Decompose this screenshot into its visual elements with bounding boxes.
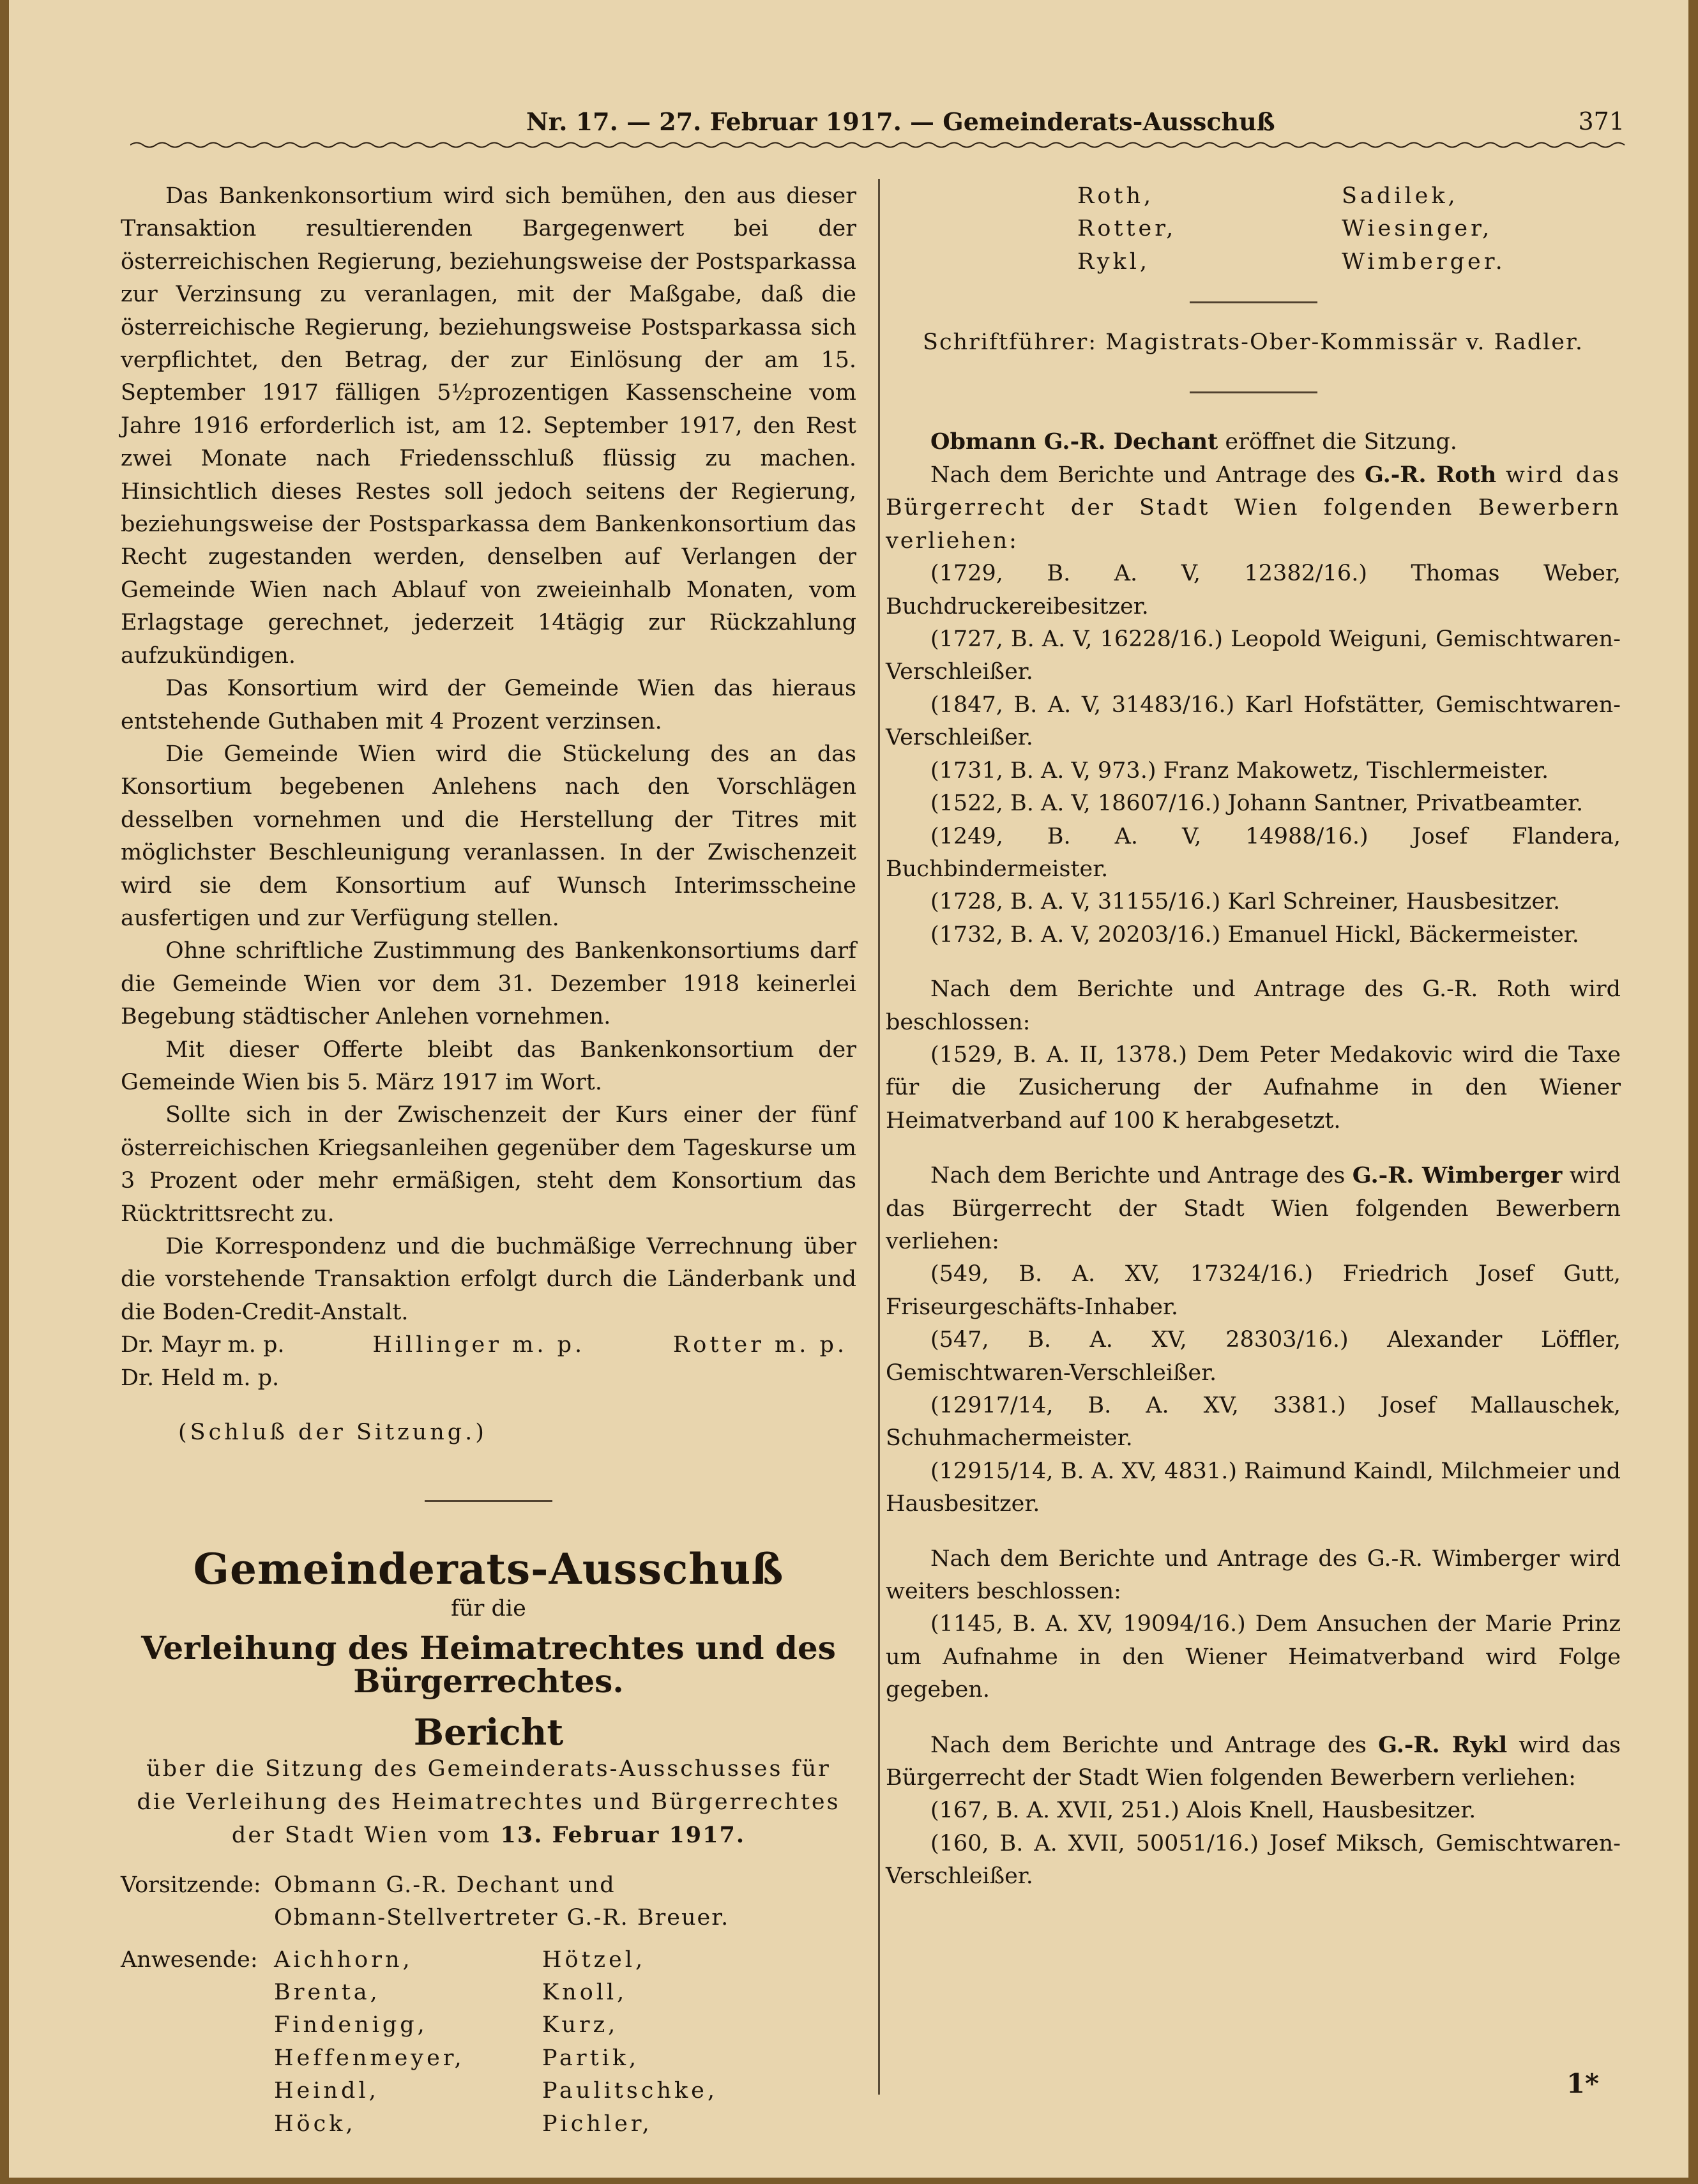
motion-intro xyxy=(886,1159,1621,1258)
section-divider xyxy=(1190,391,1317,393)
councillor-name: G.-R. Rykl xyxy=(1378,1731,1508,1758)
newspaper-page xyxy=(9,0,1688,2178)
opening-text: eröffnet die Sitzung. xyxy=(1225,428,1457,455)
member-name: Paulitschke, xyxy=(542,2078,718,2104)
present-names xyxy=(274,1944,856,2141)
motion-intro: Nach dem Berichte und Antrage des G.-R. Roth wird beschlossen: xyxy=(886,976,1621,1035)
grant-item: (12917/14, B. A. XV, 3381.) Josef Mallauschek, Schuhmachermeister. xyxy=(886,1393,1621,1452)
signature-mark: 1* xyxy=(1566,2068,1599,2099)
motion-intro: Nach dem Berichte und Antrage des G.-R. Wimberger wird weiters beschlossen: xyxy=(886,1545,1621,1605)
member-name: Knoll, xyxy=(542,1979,628,2005)
grant-item: (1731, B. A. V, 973.) Franz Makowetz, Tischlermeister. xyxy=(930,757,1549,784)
motion-intro xyxy=(886,1729,1621,1795)
grant-item: (1522, B. A. V, 18607/16.) Johann Santner, Privatbeamter. xyxy=(930,791,1584,817)
signature: Rotter m. p. xyxy=(672,1332,847,1358)
paragraph: Mit dieser Offerte bleibt das Bankenkonsortium der Gemeinde Wien bis 5. März 1917 im Wort. xyxy=(121,1036,856,1095)
motion-text: wird das Bürgerrecht der Stadt Wien folgenden Bewerbern verliehen: xyxy=(886,462,1621,554)
resolution-item: (1145, B. A. XV, 19094/16.) Dem Ansuchen der Marie Prinz um Aufnahme in den Wiener Heimatverband wird Folge gegeben. xyxy=(886,1611,1621,1703)
grant-item: (1728, B. A. V, 31155/16.) Karl Schreiner, Hausbesitzer. xyxy=(930,889,1561,915)
member-name: Roth, xyxy=(1077,183,1155,209)
section-subject: Verleihung des Heimatrechtes und des Bürgerrechtes. xyxy=(141,1629,836,1700)
chair-label: Vorsitzende: xyxy=(121,1872,261,1898)
resolution-item: (1529, B. A. II, 1378.) Dem Peter Medakovic wird die Taxe für die Zusicherung der Aufnahme in den Wiener Heimatverband auf 100 K herabgesetzt. xyxy=(886,1042,1621,1134)
member-name: Heffenmeyer, xyxy=(274,2045,465,2071)
report-line: die Verleihung des Heimatrechtes und Bürgerrechtes xyxy=(137,1789,840,1815)
header-wavy-rule xyxy=(130,140,1631,149)
motion-text: Nach dem Berichte und Antrage des xyxy=(930,1163,1346,1189)
secretary-line: Schriftführer: Magistrats-Ober-Kommissär v. Radler. xyxy=(922,330,1584,356)
report-title: Bericht xyxy=(413,1711,564,1754)
left-column xyxy=(121,180,856,2141)
paragraph: Sollte sich in der Zwischenzeit der Kurs einer der fünf österreichischen Kriegsanleihen gegenüber dem Tageskurse um 3 Prozent oder mehr ermäßigen, steht dem Konsortium das Rücktrittsrecht zu. xyxy=(121,1102,856,1227)
chair-line: Obmann-Stellvertreter G.-R. Breuer. xyxy=(274,1905,730,1931)
report-date: 13. Februar 1917. xyxy=(500,1822,746,1849)
chair-line: Obmann G.-R. Dechant und xyxy=(274,1872,616,1898)
member-name: Sadilek, xyxy=(1342,183,1459,209)
paragraph: Die Gemeinde Wien wird die Stückelung des an das Konsortium begebenen Anlehens nach den Vorschlägen desselben vornehmen und die Herstellung der Titres mit möglichster Beschleunigung veranlassen. In der Zwischenzeit wird sie dem Konsortium auf Wunsch Interimsscheine ausfertigen und zur Verfügung stellen. xyxy=(121,741,856,931)
member-name: Findenigg, xyxy=(274,2012,428,2038)
section-divider xyxy=(425,1500,552,1502)
present-names-continued xyxy=(886,180,1621,278)
paragraph: Das Konsortium wird der Gemeinde Wien das hieraus entstehende Guthaben mit 4 Prozent verzinsen. xyxy=(121,676,856,734)
present-table xyxy=(121,1944,856,2141)
member-name: Kurz, xyxy=(542,2012,619,2038)
present-label: Anwesende: xyxy=(121,1946,258,1973)
member-name: Pichler, xyxy=(542,2111,653,2137)
right-column xyxy=(886,180,1621,1893)
member-name: Wiesinger, xyxy=(1342,216,1493,242)
councillor-name: G.-R. Wimberger xyxy=(1352,1162,1563,1189)
member-name: Heindl, xyxy=(274,2078,379,2104)
paragraph: Das Bankenkonsortium wird sich bemühen, den aus dieser Transaktion resultierenden Bargegenwert bei der österreichischen Regierung, beziehungsweise der Postsparkassa zur Verzinsung zu veranlagen, mit der Maßgabe, daß die österreichische Regierung, beziehungsweise Postsparkassa sich verpflichtet, den Betrag, der zur Einlösung der am 15. September 1917 fälligen 5½prozentigen Kassenscheine vom Jahre 1916 erforderlich ist, am 12. September 1917, den Rest zwei Monate nach Friedensschluß flüssig zu machen. Hinsichtlich dieses Restes soll jedoch seitens der Regierung, beziehungsweise der Postsparkassa dem Bankenkonsortium das Recht zugestanden werden, denselben auf Verlangen der Gemeinde Wien nach Ablauf von zweieinhalb Monaten, vom Erlagstage gerechnet, jederzeit 14tägig zur Rückzahlung aufzukündigen. xyxy=(121,183,856,669)
grant-item: (1847, B. A. V, 31483/16.) Karl Hofstätter, Gemischtwaren-Verschleißer. xyxy=(886,692,1621,751)
paragraph: Die Korrespondenz und die buchmäßige Verrechnung über die vorstehende Transaktion erfolgt durch die Länderbank und die Boden-Credit-Anstalt. xyxy=(121,1234,856,1325)
member-name: Hötzel, xyxy=(542,1946,646,1973)
column-divider xyxy=(878,179,880,2095)
report-line: über die Sitzung des Gemeinderats-Ausschusses für xyxy=(146,1756,831,1782)
signature: Dr. Held m. p. xyxy=(121,1365,280,1391)
grant-item: (547, B. A. XV, 28303/16.) Alexander Löffler, Gemischtwaren-Verschleißer. xyxy=(886,1327,1621,1386)
grant-item: (1729, B. A. V, 12382/16.) Thomas Weber, Buchdruckereibesitzer. xyxy=(886,561,1621,619)
member-name: Aichhorn, xyxy=(274,1946,413,1973)
member-name: Rotter, xyxy=(1077,216,1177,242)
grant-item: (1727, B. A. V, 16228/16.) Leopold Weiguni, Gemischtwaren-Verschleißer. xyxy=(886,626,1621,685)
councillor-name: G.-R. Roth xyxy=(1364,462,1497,489)
grant-item: (1732, B. A. V, 20203/16.) Emanuel Hickl, Bäckermeister. xyxy=(930,921,1579,948)
member-name: Rykl, xyxy=(1077,248,1151,275)
signature: Hillinger m. p. xyxy=(372,1332,586,1358)
section-for: für die xyxy=(451,1595,526,1621)
motion-intro xyxy=(886,459,1621,557)
report-line xyxy=(121,1819,856,1852)
header-title: Nr. 17. — 27. Februar 1917. — Gemeinderats-Ausschuß xyxy=(526,107,1275,136)
grant-item: (12915/14, B. A. XV, 4831.) Raimund Kaindl, Milchmeier und Hausbesitzer. xyxy=(886,1458,1621,1517)
motion-text: Nach dem Berichte und Antrage des xyxy=(930,462,1356,489)
section-title: Gemeinderats-Ausschuß xyxy=(193,1544,784,1595)
motion-text: wird das Bürgerrecht der Stadt Wien folgenden Bewerbern verliehen: xyxy=(886,1732,1621,1791)
report-line-prefix: der Stadt Wien vom xyxy=(231,1823,492,1849)
opening-line xyxy=(886,425,1621,459)
motion-text: Nach dem Berichte und Antrage des xyxy=(930,1732,1367,1758)
grant-item: (167, B. A. XVII, 251.) Alois Knell, Hausbesitzer. xyxy=(930,1798,1476,1824)
grant-item: (549, B. A. XV, 17324/16.) Friedrich Josef Gutt, Friseurgeschäfts-Inhaber. xyxy=(886,1261,1621,1320)
signature: Dr. Mayr m. p. xyxy=(121,1332,285,1358)
closing-note: (Schluß der Sitzung.) xyxy=(178,1420,487,1446)
grant-item: (160, B. A. XVII, 50051/16.) Josef Miksch, Gemischtwaren-Verschleißer. xyxy=(886,1830,1621,1890)
member-name: Höck, xyxy=(274,2111,356,2137)
member-name: Brenta, xyxy=(274,1979,381,2005)
member-name: Partik, xyxy=(542,2045,640,2071)
motion-text: wird das Bürgerrecht der Stadt Wien folgenden Bewerbern verliehen: xyxy=(886,1163,1621,1254)
page-number: 371 xyxy=(1578,107,1625,135)
signature-row xyxy=(121,1329,856,1361)
grant-item: (1249, B. A. V, 14988/16.) Josef Flandera, Buchbindermeister. xyxy=(886,823,1621,882)
paragraph: Ohne schriftliche Zustimmung des Bankenkonsortiums darf die Gemeinde Wien vor dem 31. Dezember 1918 keinerlei Begebung städtischer Anlehen vornehmen. xyxy=(121,938,856,1030)
section-divider xyxy=(1190,301,1317,303)
page-header xyxy=(143,102,1625,140)
member-name: Wimberger. xyxy=(1342,248,1506,275)
chair-name: Obmann G.-R. Dechant xyxy=(930,428,1218,455)
chair-table xyxy=(121,1869,856,1935)
